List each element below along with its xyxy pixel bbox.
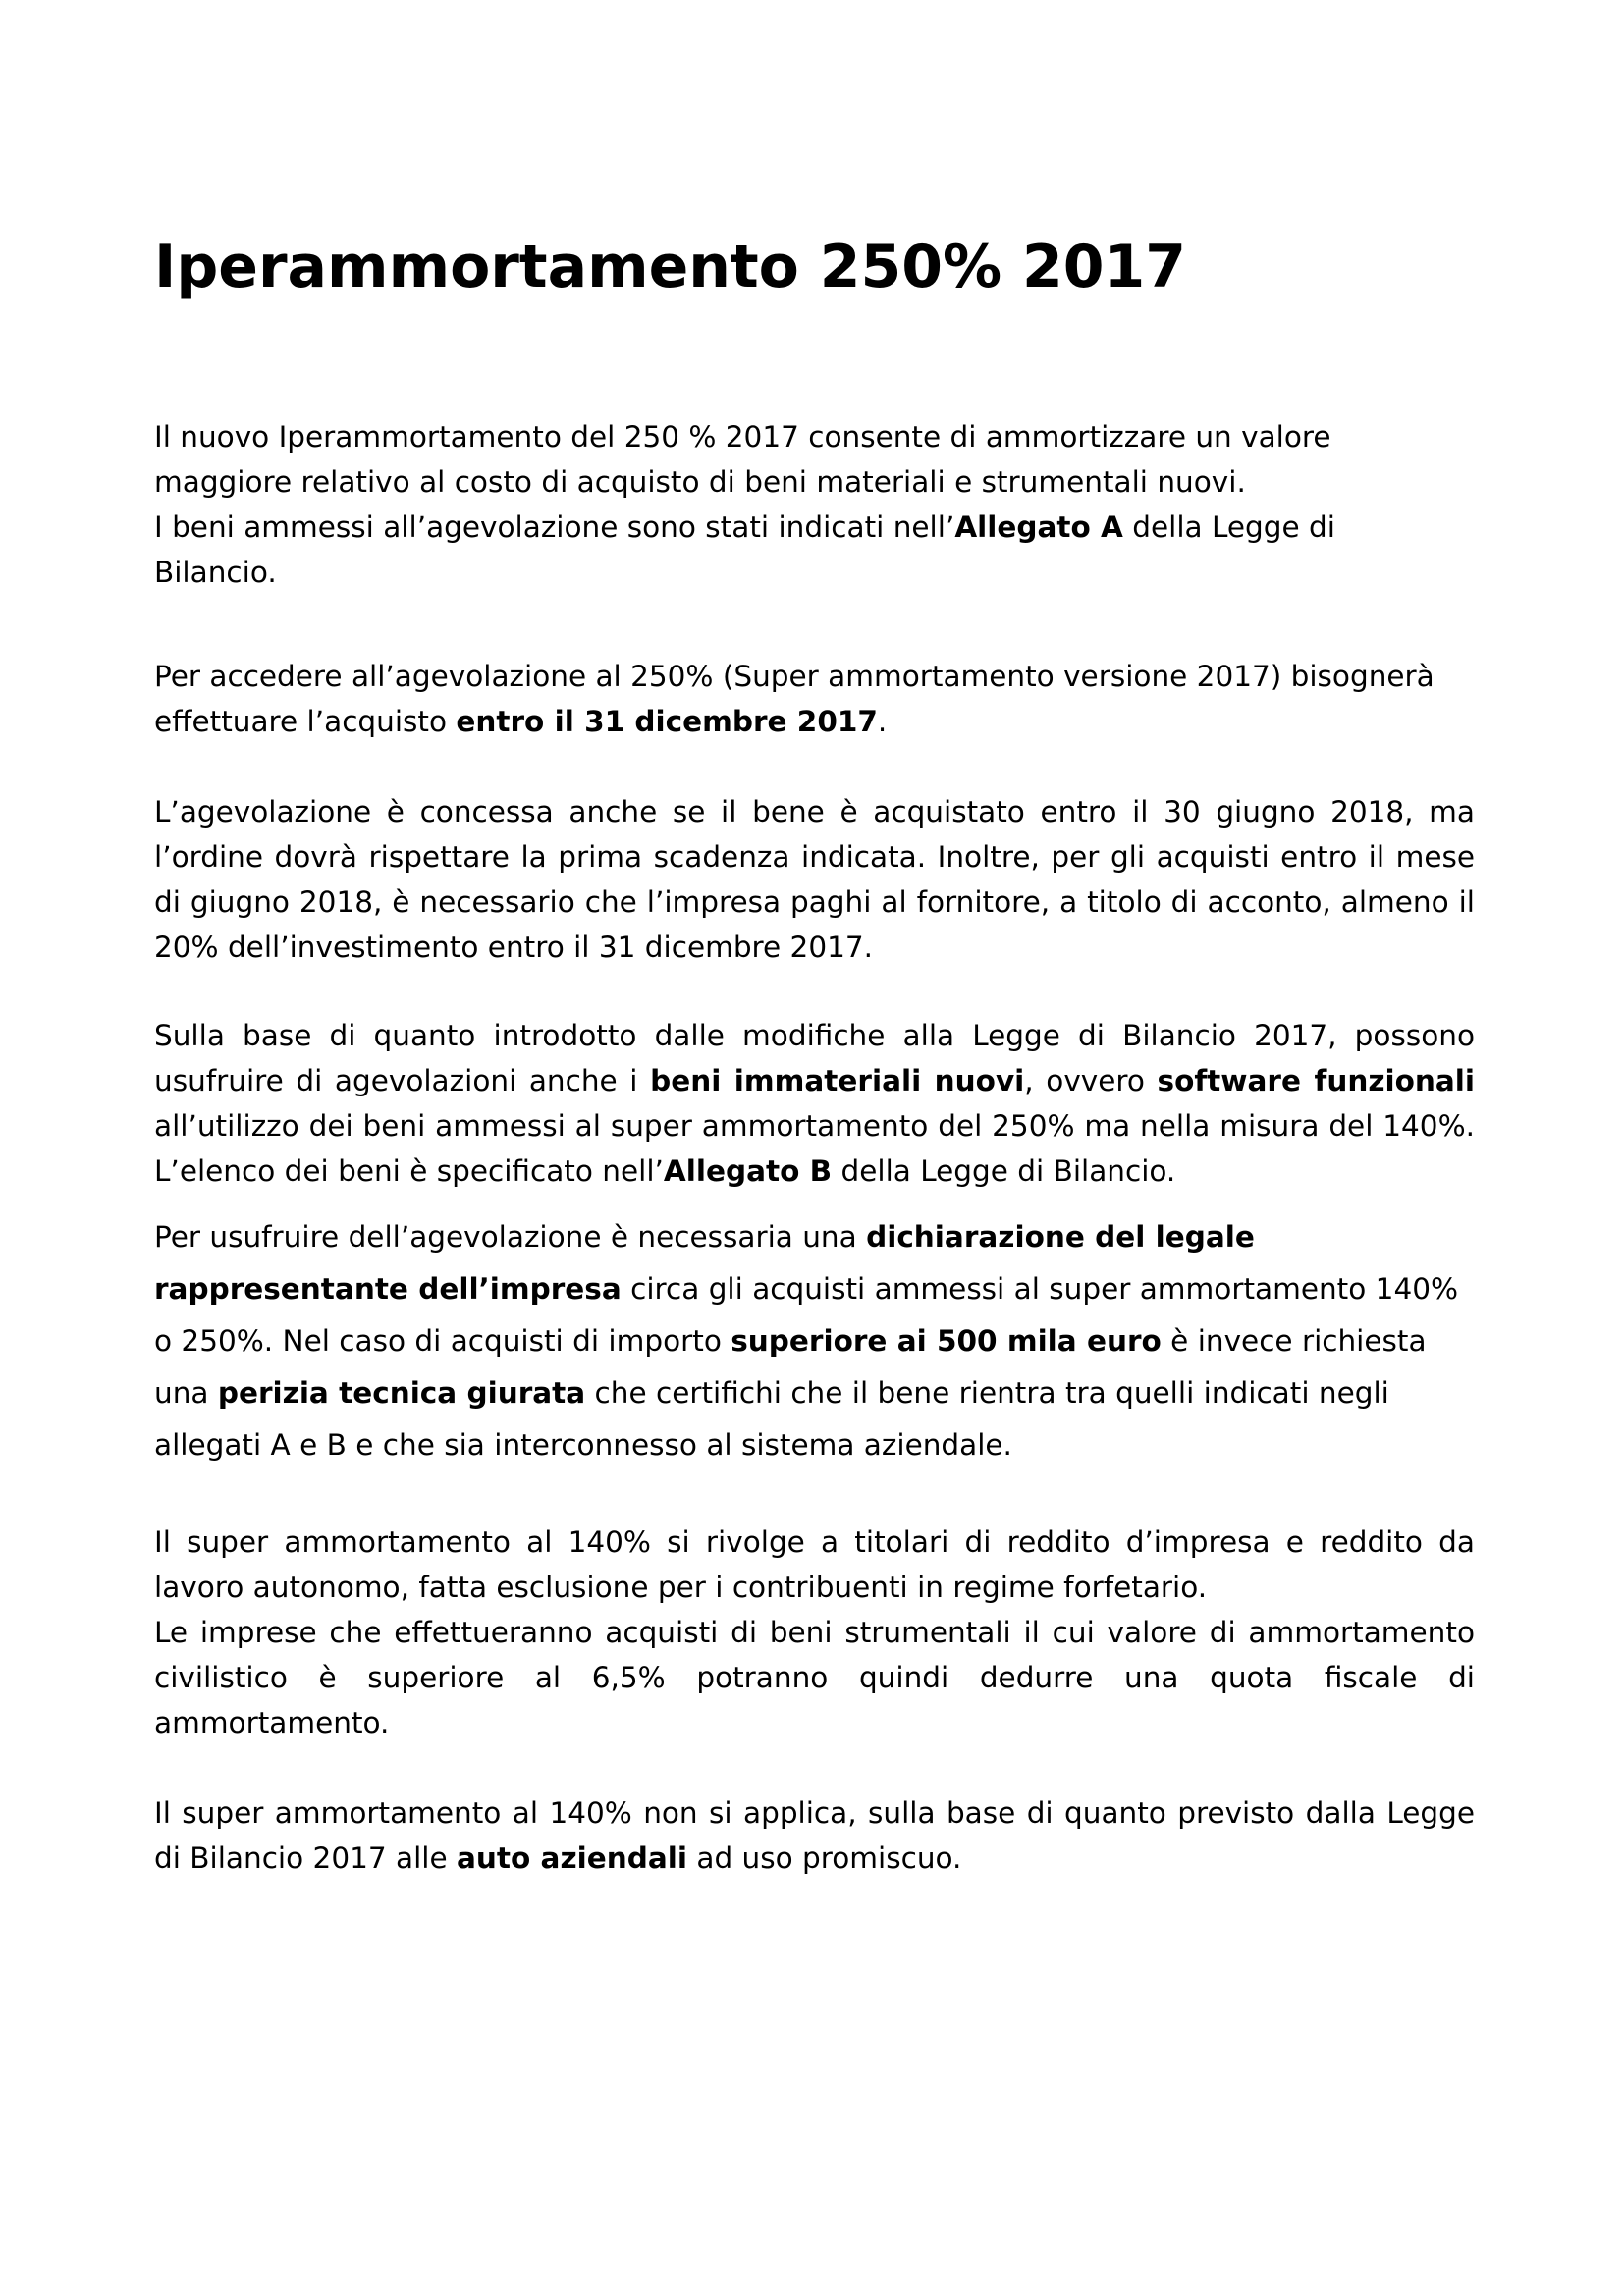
- text-segment: della Legge di: [1122, 510, 1335, 544]
- text-segment: , ovvero: [1024, 1064, 1158, 1097]
- page-title: Iperammortamento 250% 2017: [154, 233, 1187, 301]
- paragraph-intro: [154, 414, 1475, 595]
- paragraph-line: Il nuovo Iperammortamento del 250 % 2017 consente di ammortizzare un valore: [154, 420, 1331, 454]
- paragraph-beneficiaries: [154, 1520, 1475, 1745]
- text-segment: Per usufruire dell’agevolazione è necessaria una: [154, 1220, 867, 1254]
- paragraph-declaration: [154, 1211, 1475, 1471]
- text-segment: della Legge di Bilancio.: [832, 1154, 1176, 1188]
- text-segment: Per accedere all’agevolazione al 250% (Super ammortamento versione 2017) bisognerà effettuare l’acquisto: [154, 660, 1435, 738]
- bold-text: software funzionali: [1157, 1064, 1475, 1097]
- paragraph-company-cars: [154, 1790, 1475, 1881]
- text-segment: che certifichi che il bene rientra tra quelli indicati negli allegati A e B e che sia interconnesso al sistema aziendale.: [154, 1376, 1389, 1462]
- bold-text: beni immateriali nuovi: [650, 1064, 1025, 1097]
- paragraph-line: [154, 505, 1475, 550]
- text-segment: Sulla base di quanto introdotto dalle modifiche alla Legge di Bilancio 2017, possono usufruire di agevolazioni anche i: [154, 1019, 1475, 1097]
- bold-text: superiore ai 500 mila euro: [731, 1324, 1162, 1358]
- text-segment: circa gli acquisti ammessi al super ammortamento 140% o 250%. Nel caso di acquisti di importo: [154, 1272, 1459, 1358]
- paragraph-line: maggiore relativo al costo di acquisto di beni materiali e strumentali nuovi.: [154, 465, 1246, 499]
- bold-text: Allegato A: [954, 510, 1123, 544]
- text-segment: ad uso promiscuo.: [687, 1842, 962, 1875]
- bold-text: entro il 31 dicembre 2017: [456, 705, 878, 738]
- paragraph-line: Le imprese che effettueranno acquisti di beni strumentali il cui valore di ammortamento civilistico è superiore al 6,5% potranno quindi dedurre una quota fiscale di ammortamento.: [154, 1616, 1475, 1739]
- text-segment: .: [877, 705, 888, 738]
- paragraph-line: Bilancio.: [154, 556, 277, 589]
- text-segment: è invece richiesta una: [154, 1324, 1427, 1410]
- bold-text: auto aziendali: [457, 1842, 687, 1875]
- bold-text: perizia tecnica giurata: [217, 1376, 586, 1410]
- bold-text: dichiarazione del legale rappresentante dell’impresa: [154, 1220, 1255, 1306]
- paragraph-conditions: L’agevolazione è concessa anche se il bene è acquistato entro il 30 giugno 2018, ma l’ordine dovrà rispettare la prima scadenza indicata. Inoltre, per gli acquisti entro il mese di giugno 2018, è necessario che l’impresa paghi al fornitore, a titolo di acconto, almeno il 20% dell’investimento entro il 31 dicembre 2017.: [154, 795, 1475, 964]
- text-segment: all’utilizzo dei beni ammessi al super ammortamento del 250% ma nella misura del 140%. L’elenco dei beni è specificato nell’: [154, 1109, 1475, 1188]
- paragraph-deadline: [154, 654, 1475, 744]
- bold-text: Allegato B: [663, 1154, 833, 1188]
- paragraph-line: Il super ammortamento al 140% si rivolge a titolari di reddito d’impresa e reddito da lavoro autonomo, fatta esclusione per i contribuenti in regime forfetario.: [154, 1525, 1475, 1604]
- text-segment: I beni ammessi all’agevolazione sono stati indicati nell’: [154, 510, 955, 544]
- text-segment: Il super ammortamento al 140% non si applica, sulla base di quanto previsto dalla Legge di Bilancio 2017 alle: [154, 1796, 1475, 1875]
- paragraph-intangible-goods: [154, 1013, 1475, 1194]
